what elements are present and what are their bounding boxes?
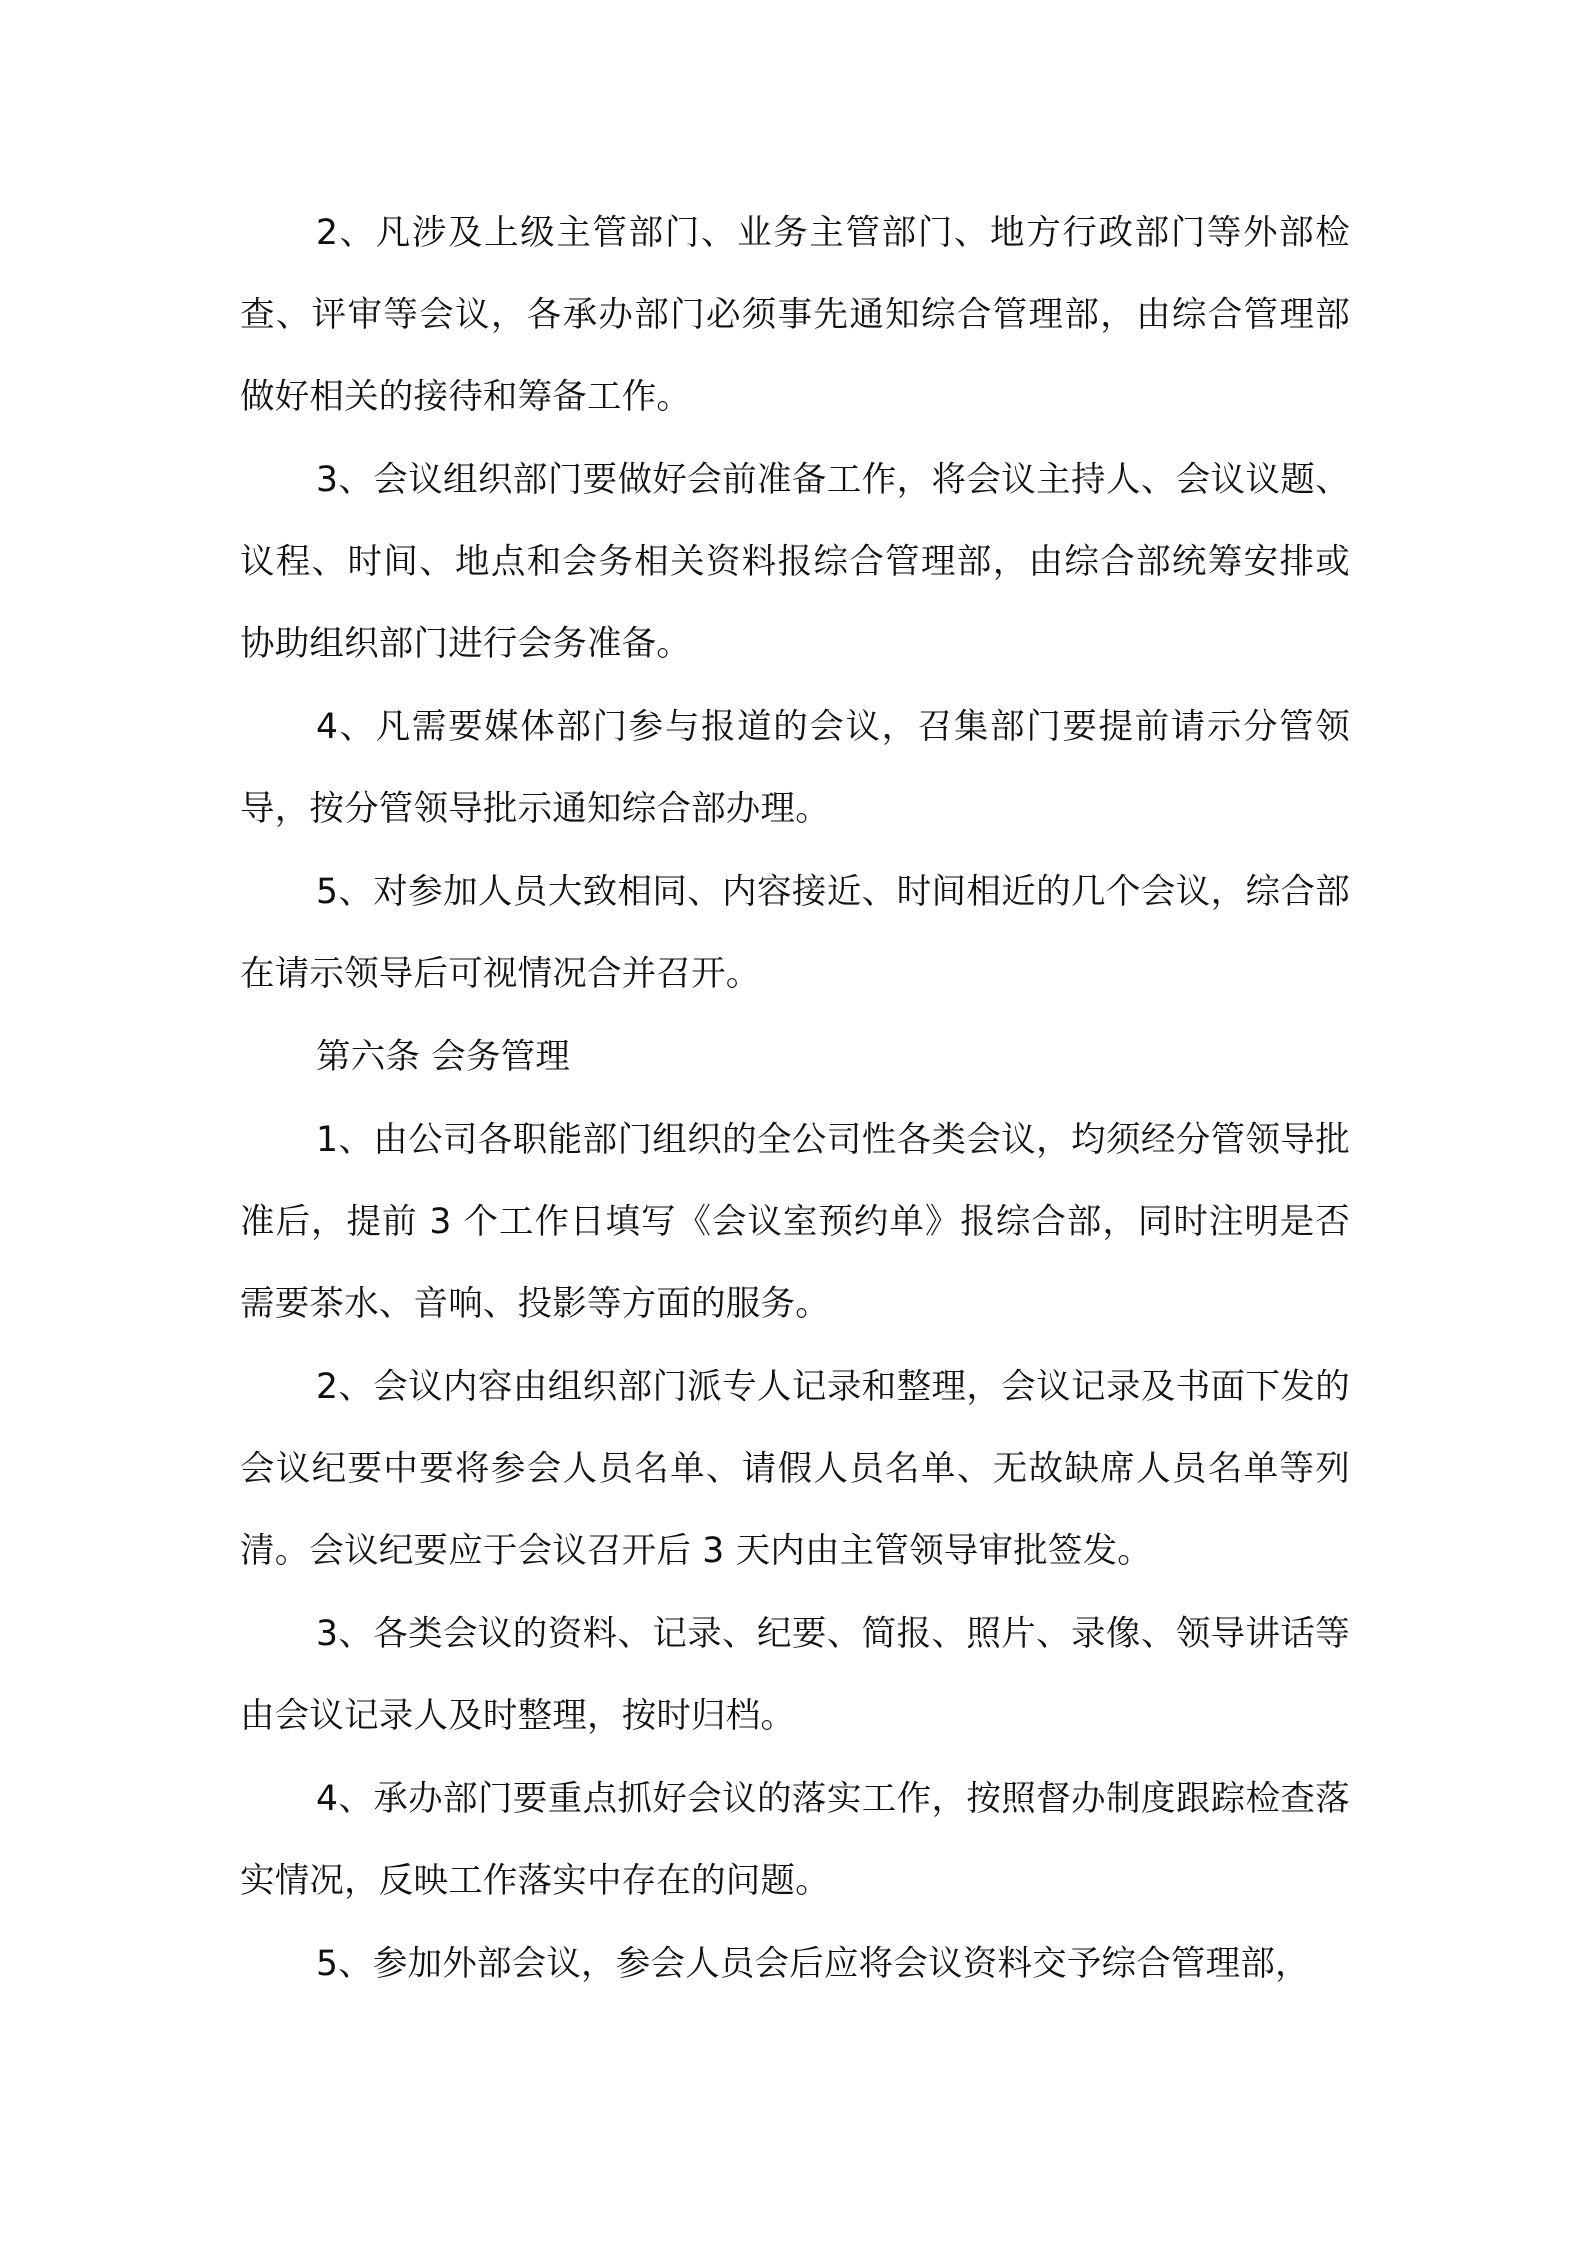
paragraph-item-1-booking: 1、由公司各职能部门组织的全公司性各类会议，均须经分管领导批准后，提前 3 个工作日填写《会议室预约单》报综合部，同时注明是否需要茶水、音响、投影等方面的服务。 <box>240 1120 1350 1324</box>
document-body <box>240 192 1350 2006</box>
paragraph-item-2-reception: 2、凡涉及上级主管部门、业务主管部门、地方行政部门等外部检查、评审等会议，各承办部门必须事先通知综合管理部，由综合管理部做好相关的接待和筹备工作。 <box>240 213 1350 417</box>
paragraph-item-3-archiving: 3、各类会议的资料、记录、纪要、简报、照片、录像、领导讲话等由会议记录人及时整理，按时归档。 <box>240 1614 1350 1736</box>
paragraph-item-4-implementation: 4、承办部门要重点抓好会议的落实工作，按照督办制度跟踪检查落实情况，反映工作落实中存在的问题。 <box>240 1779 1350 1901</box>
section-heading-article-6: 第六条 会务管理 <box>316 1037 571 1077</box>
paragraph-item-5-merge: 5、对参加人员大致相同、内容接近、时间相近的几个会议，综合部在请示领导后可视情况合并召开。 <box>240 872 1350 994</box>
paragraph-item-2-minutes: 2、会议内容由组织部门派专人记录和整理，会议记录及书面下发的会议纪要中要将参会人员名单、请假人员名单、无故缺席人员名单等列清。会议纪要应于会议召开后 3 天内由主管领导审批签发。 <box>240 1367 1350 1571</box>
paragraph-item-4-media: 4、凡需要媒体部门参与报道的会议，召集部门要提前请示分管领导，按分管领导批示通知综合部办理。 <box>240 707 1350 829</box>
paragraph-item-3-preparation: 3、会议组织部门要做好会前准备工作，将会议主持人、会议议题、议程、时间、地点和会务相关资料报综合管理部，由综合部统筹安排或协助组织部门进行会务准备。 <box>240 460 1350 664</box>
paragraph-item-5-external: 5、参加外部会议，参会人员会后应将会议资料交予综合管理部， <box>316 1944 1310 1984</box>
